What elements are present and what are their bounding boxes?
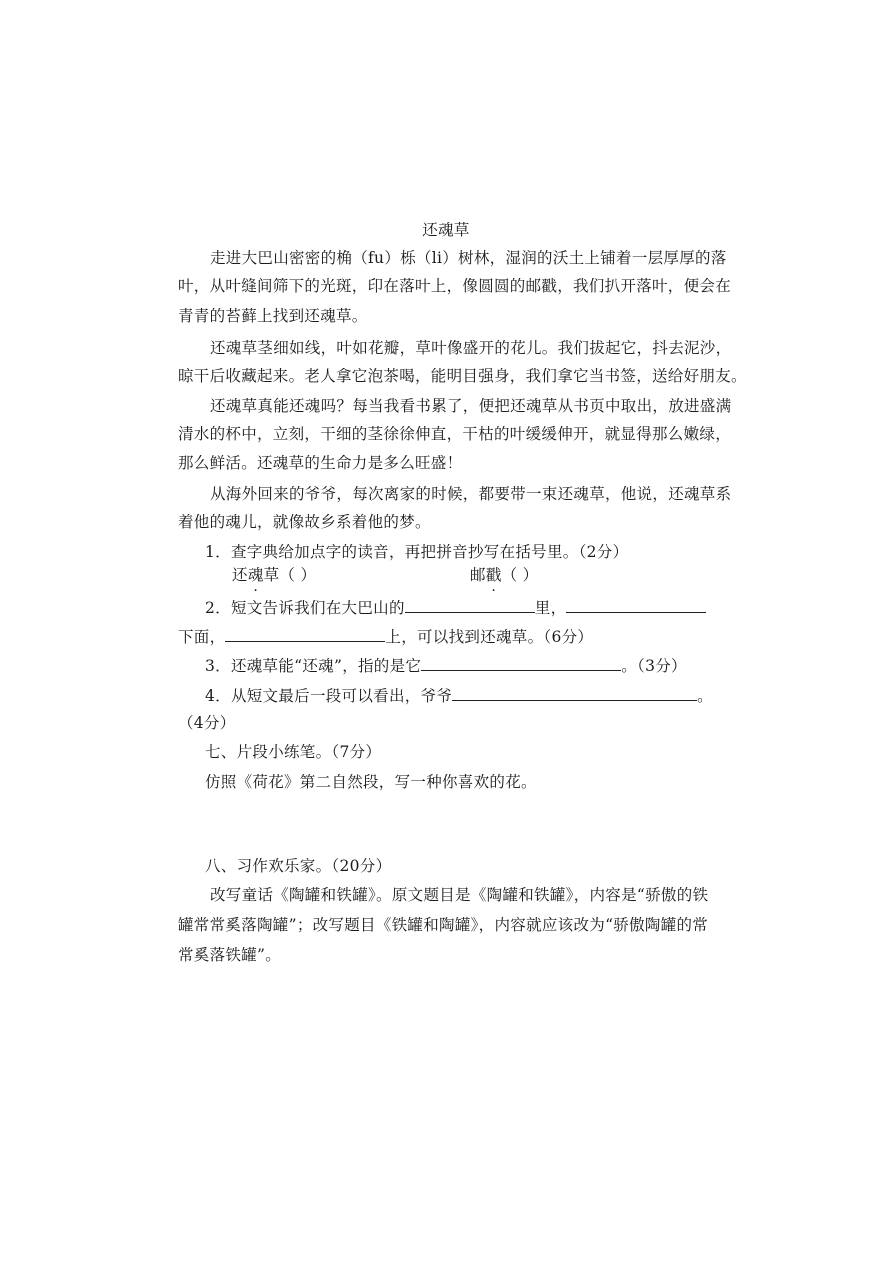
section-8-line: 常奚落铁罐”。 [178,946,282,964]
q4-text-b: 。 [697,687,713,705]
passage-line: 还魂草真能还魂吗？每当我看书累了，便把还魂草从书页中取出，放进盛满 [210,397,732,415]
section-7-prompt: 仿照《荷花》第二自然段，写一种你喜欢的花。 [205,773,537,791]
passage-line: 清水的杯中，立刻，干细的茎徐徐伸直，干枯的叶缓缓伸开，就显得那么嫩绿， [178,425,732,443]
answer-blank[interactable] [566,598,706,613]
passage-line: 从海外回来的爷爷，每次离家的时候，都要带一束还魂草，他说，还魂草系 [210,485,732,503]
passage-line: 叶，从叶缝间筛下的光斑，印在落叶上，像圆圆的邮戳，我们扒开落叶，便会在 [178,277,732,295]
passage-line: 走进大巴山密密的桷（fu）栎（li）树林，湿润的沃土上铺着一层厚厚的落 [210,249,727,267]
section-8-line: 罐常常奚落陶罐”；改写题目《铁罐和陶罐》，内容就应该改为“骄傲陶罐的常 [178,916,709,934]
section-8-line: 改写童话《陶罐和铁罐》。原文题目是《陶罐和铁罐》，内容是“骄傲的铁 [210,886,709,904]
q2-text-c: 下面， [178,628,226,646]
question-1: 1．查字典给加点字的读音，再把拼音抄写在括号里。（2分） [205,543,629,561]
q3-text-b: 。（3分） [621,657,687,675]
q2-text-d: 上，可以找到还魂草。（6分） [385,628,594,646]
passage-line: 青青的苔藓上找到还魂草。 [178,307,368,325]
q2-text-a: 2．短文告诉我们在大巴山的 [205,599,405,617]
section-8-heading: 八、习作欢乐家。（20分） [205,857,392,875]
item-b-char-1: 邮 [470,566,486,584]
question-1-item-a [232,565,316,585]
item-a-dotted-char: 魂 [247,566,264,584]
question-1-item-b [470,565,538,585]
q4-text-a: 4．从短文最后一段可以看出，爷爷 [205,687,453,705]
answer-blank[interactable] [421,656,621,671]
passage-line: 着他的魂儿，就像故乡系着他的梦。 [178,513,431,531]
passage-line: 还魂草茎细如线，叶如花瓣，草叶像盛开的花儿。我们拔起它，抖去泥沙， [210,339,732,357]
page-title: 还魂草 [422,221,470,239]
passage-line: 晾干后收藏起来。老人拿它泡茶喝，能明目强身，我们拿它当书签，送给好朋友。 [178,367,747,385]
section-7-heading: 七、片段小练笔。（7分） [205,743,382,761]
question-2-line-1 [205,598,706,618]
item-a-char-1: 还 [232,566,248,584]
question-4-line-1 [205,686,713,706]
item-b-dotted-char: 戳 [485,566,502,584]
q2-text-b: 里， [534,599,567,617]
answer-blank[interactable] [452,686,697,701]
answer-blank[interactable] [405,598,535,613]
question-4-line-2: （4分） [178,714,236,732]
question-2-line-2 [178,627,593,647]
question-3 [205,656,687,676]
item-a-rest: 草（ ） [263,566,317,584]
passage-line: 那么鲜活。还魂草的生命力是多么旺盛！ [178,454,463,472]
q3-text-a: 3．还魂草能“还魂”，指的是它 [205,657,422,675]
answer-blank[interactable] [225,627,385,642]
item-b-rest: （ ） [501,566,539,584]
